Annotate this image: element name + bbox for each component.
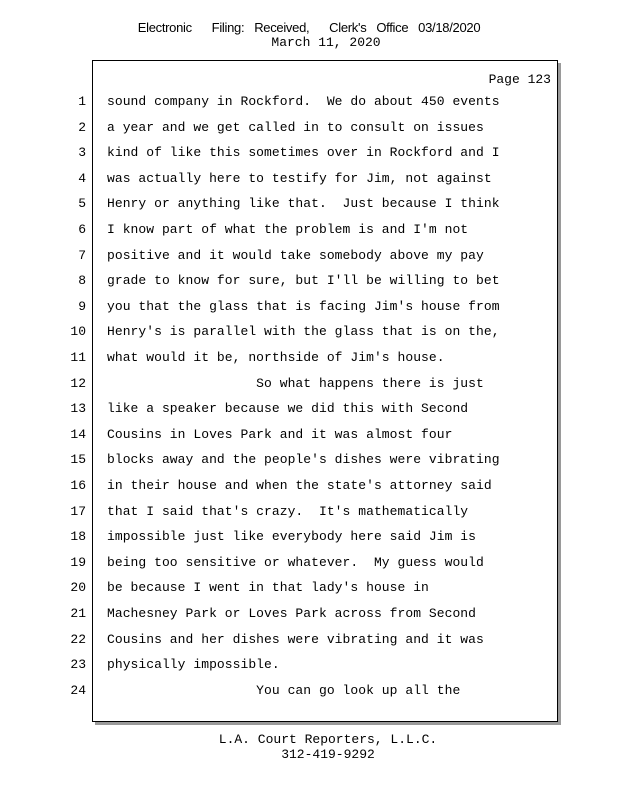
transcript-line: blocks away and the people's dishes were vibrating — [107, 452, 500, 467]
transcript-line: grade to know for sure, but I'll be willing to bet — [107, 273, 500, 288]
line-number: 15 — [70, 452, 86, 467]
footer-company: L.A. Court Reporters, L.L.C. — [218, 732, 438, 747]
footer-phone: 312-419-9292 — [281, 747, 375, 762]
line-number: 10 — [70, 324, 86, 339]
transcript-line: impossible just like everybody here said Jim is — [107, 529, 477, 544]
transcript-line: be because I went in that lady's house in — [107, 580, 429, 595]
filing-stamp: Electronic Filing: Received, Clerk's Office 03/18/2020 — [137, 20, 481, 35]
line-number: 9 — [78, 299, 86, 314]
transcript-line: you that the glass that is facing Jim's house from — [107, 299, 500, 314]
transcript-line: Henry or anything like that. Just because I think — [107, 196, 500, 211]
transcript-line: Machesney Park or Loves Park across from Second — [107, 606, 477, 621]
line-number: 17 — [70, 504, 86, 519]
line-number: 18 — [70, 529, 86, 544]
transcript-line: what would it be, northside of Jim's house. — [107, 350, 445, 365]
line-number: 2 — [78, 120, 86, 135]
line-number: 13 — [70, 401, 86, 416]
transcript-line: Henry's is parallel with the glass that is on the, — [107, 324, 500, 339]
line-number: 8 — [78, 273, 86, 288]
transcript-line: positive and it would take somebody above my pay — [107, 248, 484, 263]
line-number: 6 — [78, 222, 86, 237]
transcript-line: kind of like this sometimes over in Rockford and I — [107, 145, 500, 160]
line-number: 20 — [70, 580, 86, 595]
line-number: 5 — [78, 196, 86, 211]
line-number: 23 — [70, 657, 86, 672]
transcript-line: being too sensitive or whatever. My guess would — [107, 555, 484, 570]
line-number: 11 — [70, 350, 86, 365]
transcript-line: like a speaker because we did this with Second — [107, 401, 469, 416]
transcript-date: March 11, 2020 — [271, 35, 381, 50]
line-number: 12 — [70, 376, 86, 391]
transcript-line: in their house and when the state's attorney said — [107, 478, 492, 493]
transcript-line: I know part of what the problem is and I'm not — [107, 222, 469, 237]
transcript-line: physically impossible. — [107, 657, 280, 672]
transcript-line: Cousins in Loves Park and it was almost four — [107, 427, 453, 442]
line-number: 14 — [70, 427, 86, 442]
transcript-line: was actually here to testify for Jim, not against — [107, 171, 492, 186]
page-number: Page 123 — [488, 72, 551, 87]
line-number: 1 — [78, 94, 86, 109]
line-number: 21 — [70, 606, 86, 621]
line-number: 16 — [70, 478, 86, 493]
transcript-line: that I said that's crazy. It's mathematically — [107, 504, 469, 519]
line-number: 24 — [70, 683, 86, 698]
line-number: 4 — [78, 171, 86, 186]
transcript-line: You can go look up all the — [107, 683, 461, 698]
line-number: 19 — [70, 555, 86, 570]
transcript-line: Cousins and her dishes were vibrating and it was — [107, 632, 484, 647]
line-number: 7 — [78, 248, 86, 263]
transcript-line: So what happens there is just — [107, 376, 484, 391]
transcript-line: sound company in Rockford. We do about 450 events — [107, 94, 500, 109]
line-number: 22 — [70, 632, 86, 647]
transcript-line: a year and we get called in to consult on issues — [107, 120, 484, 135]
line-number: 3 — [78, 145, 86, 160]
